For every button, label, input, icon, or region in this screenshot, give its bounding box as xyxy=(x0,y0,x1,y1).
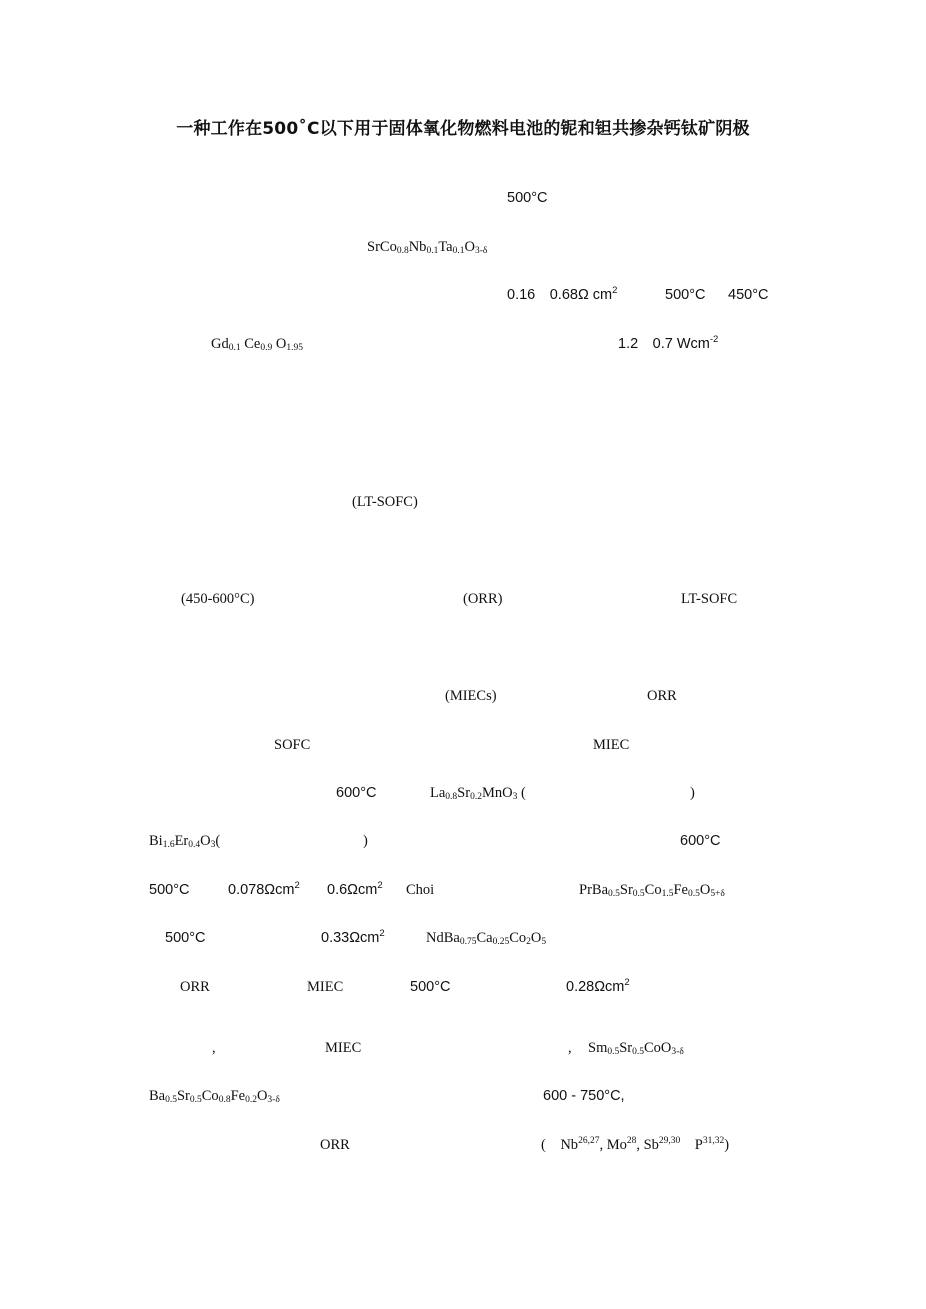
asr-value: 0.078Ωcm$^2$ xyxy=(228,880,300,898)
formula-lsm: $La_{0.8}Sr_{0.2}MnO_3$ ( xyxy=(430,785,526,802)
abbr-orr: ORR xyxy=(320,1137,350,1153)
abbr-miec: MIEC xyxy=(593,737,630,753)
abbr-miec: MIEC xyxy=(307,979,344,995)
asr-value: 0.6Ωcm$^2$ xyxy=(327,880,383,898)
formula-ber: $Bi_{1.6}Er_{0.4}O_3$( xyxy=(149,833,221,850)
abbr-lt-sofc: (LT-SOFC) xyxy=(352,494,418,510)
abbr-orr: ORR xyxy=(647,688,677,704)
formula-scnt: $SrCo_{0.8}Nb_{0.1}Ta_{0.1}O_{3-\delta}$ xyxy=(367,239,488,256)
formula-pbscf: $PrBa_{0.5}Sr_{0.5}Co_{1.5}Fe_{0.5}O_{5+\delta}$ xyxy=(579,882,725,899)
abbr-miec: MIEC xyxy=(325,1040,362,1056)
abbr-orr: (ORR) xyxy=(463,591,503,607)
temperature-range: 600 - 750°C, xyxy=(543,1088,625,1104)
abbr-miecs: (MIECs) xyxy=(445,688,497,704)
abbr-sofc: SOFC xyxy=(274,737,311,753)
formula-ssc: $Sm_{0.5}Sr_{0.5}CoO_{3-\delta}$ xyxy=(588,1040,684,1057)
temperature-500: 500°C xyxy=(410,979,451,995)
temperature-500: 500°C xyxy=(665,287,706,303)
formula-gdc: $Gd_{0.1}$ $Ce_{0.9}$ $O_{1.95}$ xyxy=(211,336,303,353)
abbr-orr: ORR xyxy=(180,979,210,995)
asr-value: 0.28Ωcm$^2$ xyxy=(566,977,630,995)
paren-close: ) xyxy=(690,785,695,801)
dopant-list: ( Nb$^{26,27}$, Mo$^{28}$, Sb$^{29,30}$ P$^{31,32}$) xyxy=(541,1136,730,1153)
abbr-lt-sofc: LT-SOFC xyxy=(681,591,738,607)
temperature-450: 450°C xyxy=(728,287,769,303)
paren-close: ) xyxy=(363,833,368,849)
temperature-500: 500°C xyxy=(507,190,548,206)
formula-bscf: $Ba_{0.5}Sr_{0.5}Co_{0.8}Fe_{0.2}O_{3-\delta}$ xyxy=(149,1088,280,1105)
asr-range: 0.16 0.68Ω $cm^2$ xyxy=(507,285,618,303)
temperature-500: 500°C xyxy=(165,930,206,946)
temperature-range: (450-600°C) xyxy=(181,591,255,607)
comma: , xyxy=(568,1040,572,1056)
author-choi: Choi xyxy=(406,882,435,898)
temperature-600: 600°C xyxy=(680,833,721,849)
page-title: 一种工作在500˚C以下用于固体氧化物燃料电池的铌和钽共掺杂钙钛矿阴极 xyxy=(176,119,750,139)
formula-nbcc: $NdBa_{0.75}Ca_{0.25}Co_2O_5$ xyxy=(426,930,547,947)
comma: , xyxy=(212,1040,216,1056)
temperature-600: 600°C xyxy=(336,785,377,801)
asr-value: 0.33Ωcm$^2$ xyxy=(321,928,385,946)
power-density: 1.2 0.7 Wcm$^{-2}$ xyxy=(618,334,719,352)
temperature-500: 500°C xyxy=(149,882,190,898)
